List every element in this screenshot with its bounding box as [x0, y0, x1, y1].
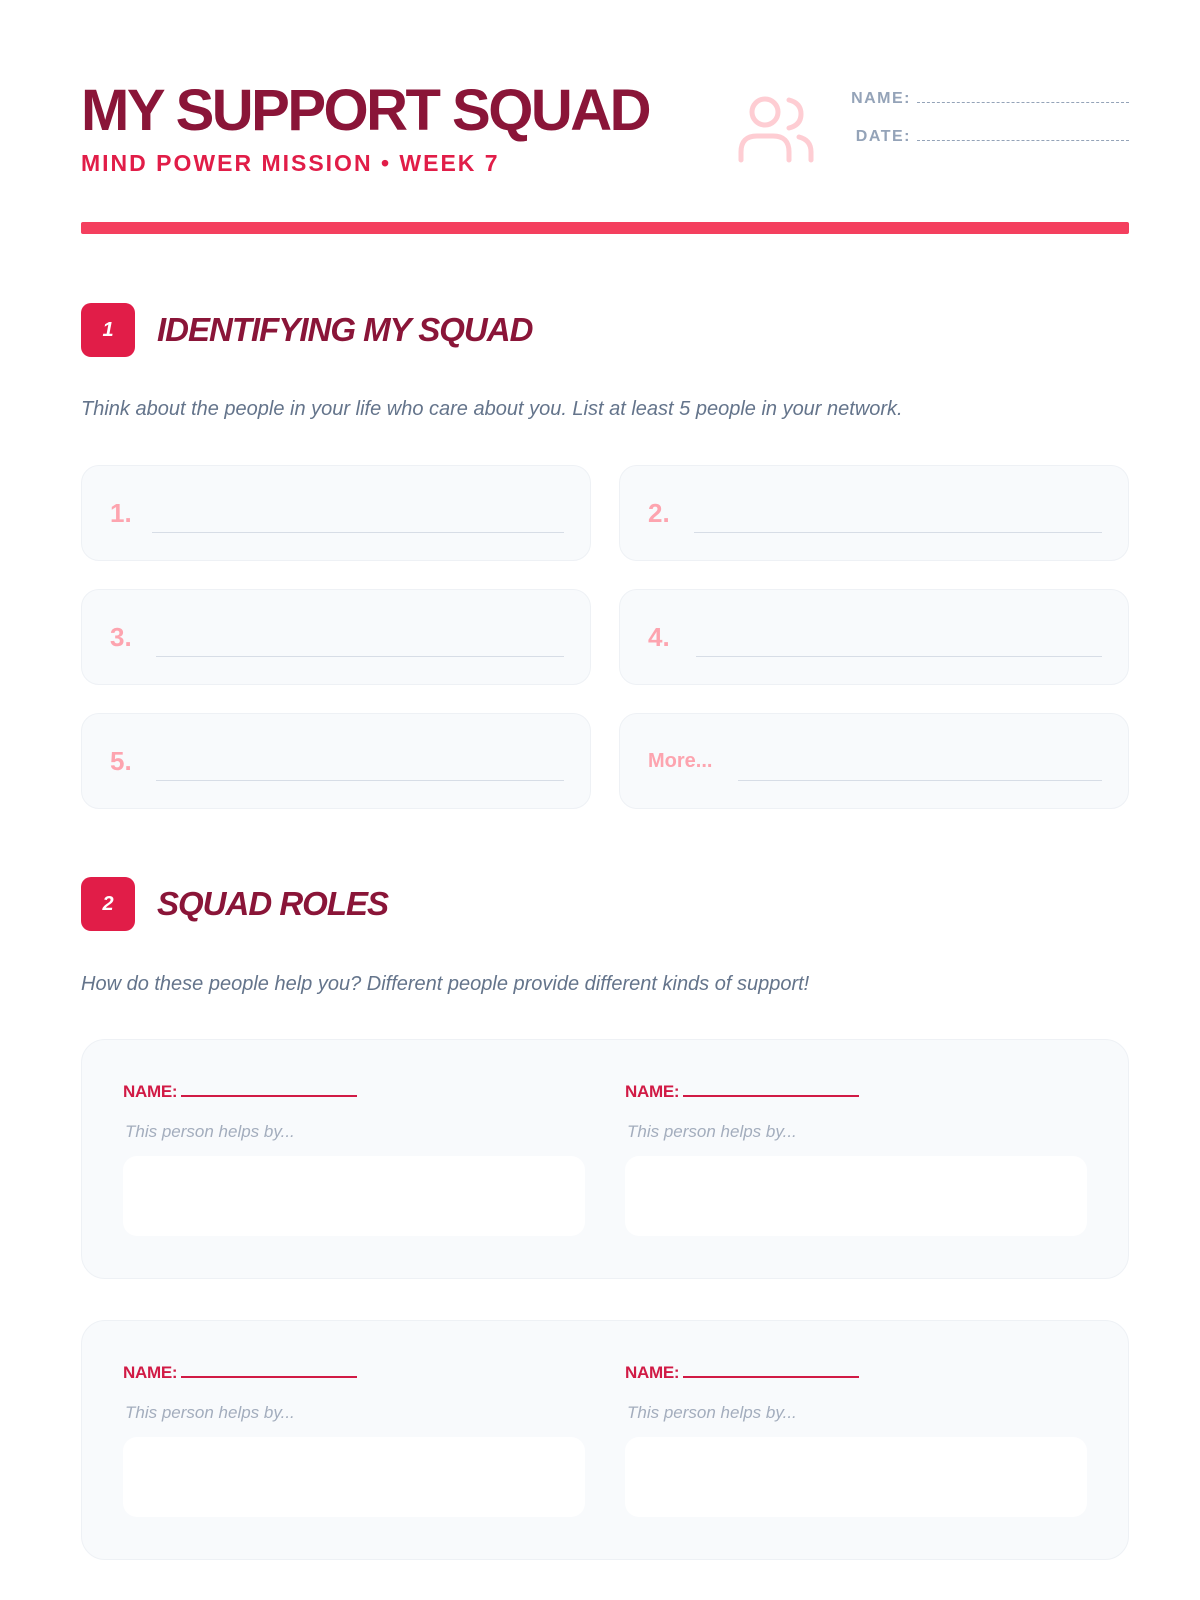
slot-line[interactable]: [156, 780, 564, 781]
date-field[interactable]: [826, 128, 1129, 166]
section-1-description: Think about the people in your life who care about you. List at least 5 people in your network.: [81, 398, 903, 420]
page-subtitle: MIND POWER MISSION • WEEK 7: [81, 150, 500, 176]
role-helps-prompt: This person helps by...: [627, 1403, 797, 1422]
header: [81, 78, 1129, 188]
roles-card-1: [81, 1039, 1129, 1279]
role-entry: [123, 1040, 585, 1278]
slot-line[interactable]: [696, 656, 1102, 657]
role-entry: [625, 1321, 1087, 1559]
squad-slot-5[interactable]: [81, 713, 591, 809]
slot-more-label: More...: [648, 750, 713, 772]
name-label: NAME:: [851, 90, 911, 107]
squad-slot-more[interactable]: [619, 713, 1129, 809]
roles-card-2: [81, 1320, 1129, 1560]
role-entry: [123, 1321, 585, 1559]
role-helps-prompt: This person helps by...: [627, 1122, 797, 1141]
role-helps-prompt: This person helps by...: [125, 1403, 295, 1422]
section-1-title: IDENTIFYING MY SQUAD: [157, 311, 533, 348]
name-field[interactable]: [826, 90, 1129, 128]
section-1-heading: [81, 303, 1129, 357]
section-2-title: SQUAD ROLES: [157, 885, 389, 922]
role-name-line[interactable]: [683, 1083, 859, 1097]
squad-slot-3[interactable]: [81, 589, 591, 685]
role-helps-prompt: This person helps by...: [125, 1122, 295, 1141]
role-helps-input[interactable]: [625, 1437, 1087, 1517]
squad-slot-2[interactable]: [619, 465, 1129, 561]
role-name-field[interactable]: [123, 1082, 357, 1102]
role-name-field[interactable]: [625, 1082, 859, 1102]
role-name-label: NAME:: [123, 1082, 178, 1101]
role-name-field[interactable]: [123, 1363, 357, 1383]
role-name-line[interactable]: [683, 1364, 859, 1378]
role-name-label: NAME:: [123, 1363, 178, 1382]
role-name-line[interactable]: [181, 1364, 357, 1378]
header-divider: [81, 222, 1129, 234]
role-helps-input[interactable]: [123, 1156, 585, 1236]
slot-number: 1.: [110, 498, 132, 528]
slot-number: 3.: [110, 622, 132, 652]
section-2-description: How do these people help you? Different people provide different kinds of support!: [81, 973, 810, 995]
role-name-line[interactable]: [181, 1083, 357, 1097]
section-2-heading: [81, 877, 1129, 931]
slot-number: 2.: [648, 498, 670, 528]
slot-line[interactable]: [156, 656, 564, 657]
role-name-label: NAME:: [625, 1082, 680, 1101]
date-line[interactable]: [917, 129, 1129, 141]
role-helps-input[interactable]: [123, 1437, 585, 1517]
role-name-field[interactable]: [625, 1363, 859, 1383]
section-2-badge: 2: [81, 877, 135, 931]
role-entry: [625, 1040, 1087, 1278]
slot-line[interactable]: [152, 532, 564, 533]
date-label: DATE:: [855, 128, 911, 145]
users-icon: [737, 94, 817, 164]
squad-slot-1[interactable]: [81, 465, 591, 561]
slot-number: 4.: [648, 622, 670, 652]
section-1-badge: 1: [81, 303, 135, 357]
slot-line[interactable]: [738, 780, 1102, 781]
role-name-label: NAME:: [625, 1363, 680, 1382]
squad-slot-4[interactable]: [619, 589, 1129, 685]
name-line[interactable]: [917, 91, 1129, 103]
slot-line[interactable]: [694, 532, 1102, 533]
slot-number: 5.: [110, 746, 132, 776]
role-helps-input[interactable]: [625, 1156, 1087, 1236]
name-date-block: [826, 90, 1129, 166]
page-title: MY SUPPORT SQUAD: [81, 78, 650, 143]
